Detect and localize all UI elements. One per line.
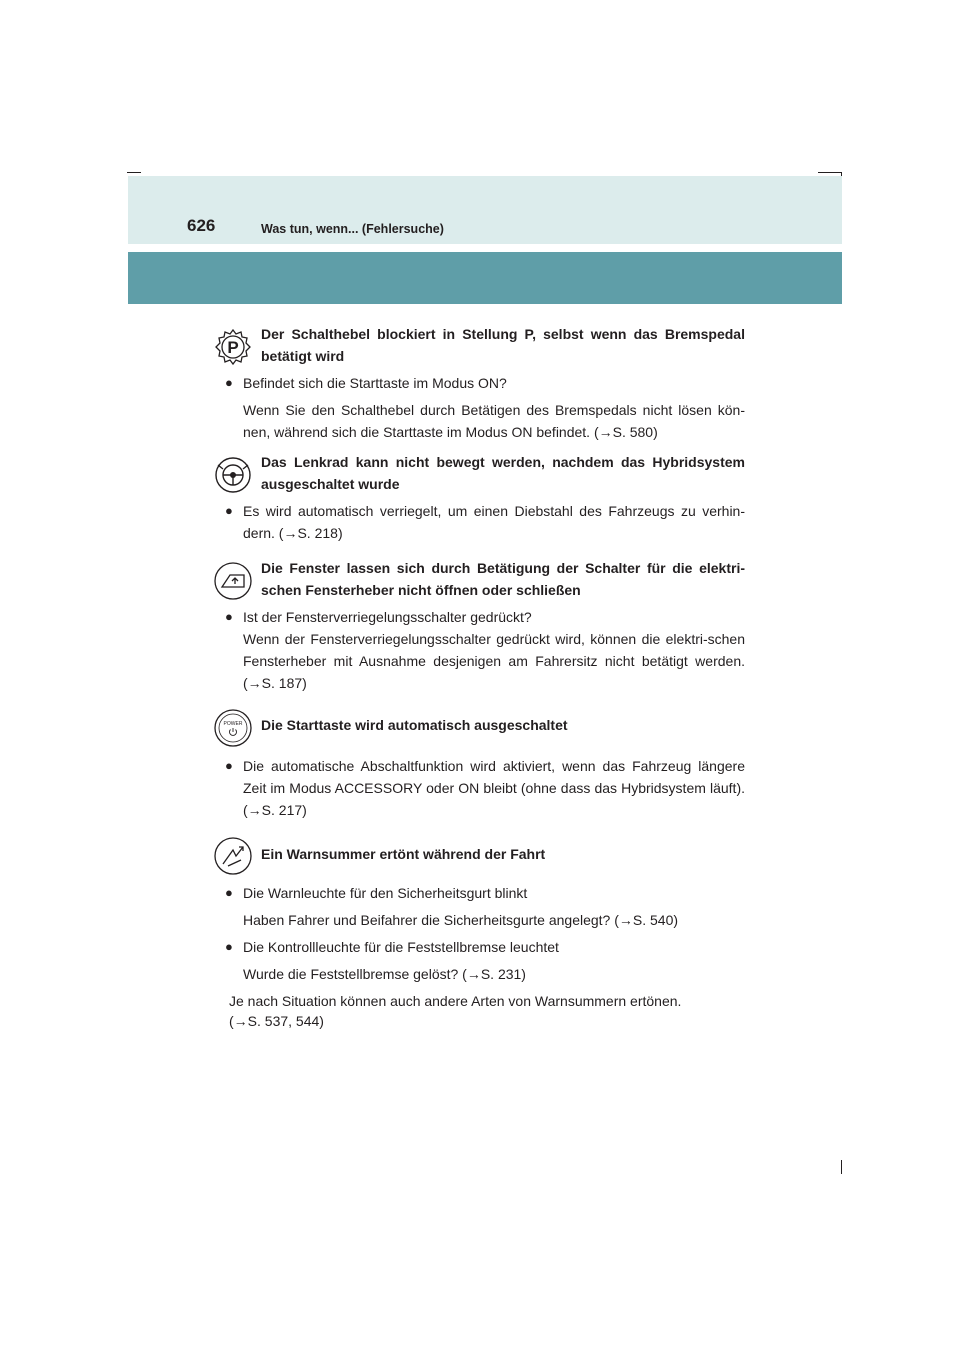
bullet-text: Haben Fahrer und Beifahrer die Sicherheitsgurte angelegt? (→S. 540) — [243, 912, 679, 928]
section-title: Was tun, wenn... (Fehlersuche) — [261, 222, 444, 236]
bullet-title: Ist der Fensterverriegelungsschalter gedrückt? — [243, 609, 532, 625]
crop-mark — [818, 172, 842, 173]
bullet-icon: ● — [225, 758, 233, 773]
section-band — [128, 252, 842, 304]
crop-mark — [841, 1160, 842, 1174]
bullet-icon: ● — [225, 609, 233, 624]
svg-text:P: P — [227, 338, 239, 357]
bullet-title: Die Kontrollleuchte für die Feststellbremse leuchtet — [243, 939, 559, 955]
power-window-icon — [213, 561, 253, 601]
section-heading: Die Fenster lassen sich durch Betätigung der Schalter für die elektri-schen Fensterheber nicht öffnen oder schließen — [261, 560, 745, 598]
crop-mark — [127, 172, 141, 173]
page-number: 626 — [187, 216, 216, 235]
warning-buzzer-icon — [213, 836, 253, 876]
bullet-icon: ● — [225, 939, 233, 954]
header-band — [128, 176, 842, 244]
bullet-title: Es wird automatisch verriegelt, um einen Diebstahl des Fahrzeugs zu verhin-dern. (→S. 218) — [243, 503, 745, 541]
bullet-icon: ● — [225, 885, 233, 900]
bullet-title: Die Warnleuchte für den Sicherheitsgurt blinkt — [243, 885, 528, 901]
section-heading: Das Lenkrad kann nicht bewegt werden, nachdem das Hybridsystem ausgeschaltet wurde — [261, 454, 745, 492]
shift-lever-p-icon — [213, 327, 253, 367]
bullet-icon: ● — [225, 375, 233, 390]
note-text: (→S. 537, 544) — [229, 1013, 324, 1029]
bullet-text: Wurde die Feststellbremse gelöst? (→S. 231) — [243, 966, 526, 982]
power-button-icon — [213, 708, 253, 748]
bullet-title: Die automatische Abschaltfunktion wird aktiviert, wenn das Fahrzeug längere Zeit im Modus ACCESSORY oder ON bleibt (ohne dass das Hybridsystem läuft). (→S. 217) — [243, 758, 745, 818]
bullet-text: Wenn Sie den Schalthebel durch Betätigen des Bremspedals nicht lösen kön-nen, während sich die Starttaste im Modus ON befindet. (→S. 580) — [243, 402, 745, 440]
note-text: Je nach Situation können auch andere Arten von Warnsummern ertönen. — [229, 993, 682, 1009]
steering-lock-icon — [213, 455, 253, 495]
section-heading: Ein Warnsummer ertönt während der Fahrt — [261, 846, 546, 862]
bullet-text: Wenn der Fensterverriegelungsschalter gedrückt wird, können die elektri-schen Fensterheber mit Ausnahme desjenigen am Fahrersitz nicht betätigt werden. (→S. 187) — [243, 631, 745, 691]
section-heading: Der Schalthebel blockiert in Stellung P, selbst wenn das Bremspedal betätigt wird — [261, 326, 745, 364]
bullet-title: Befindet sich die Starttaste im Modus ON? — [243, 375, 507, 391]
bullet-icon: ● — [225, 503, 233, 518]
section-heading: Die Starttaste wird automatisch ausgeschaltet — [261, 717, 568, 733]
svg-text:POWER: POWER — [223, 721, 243, 727]
